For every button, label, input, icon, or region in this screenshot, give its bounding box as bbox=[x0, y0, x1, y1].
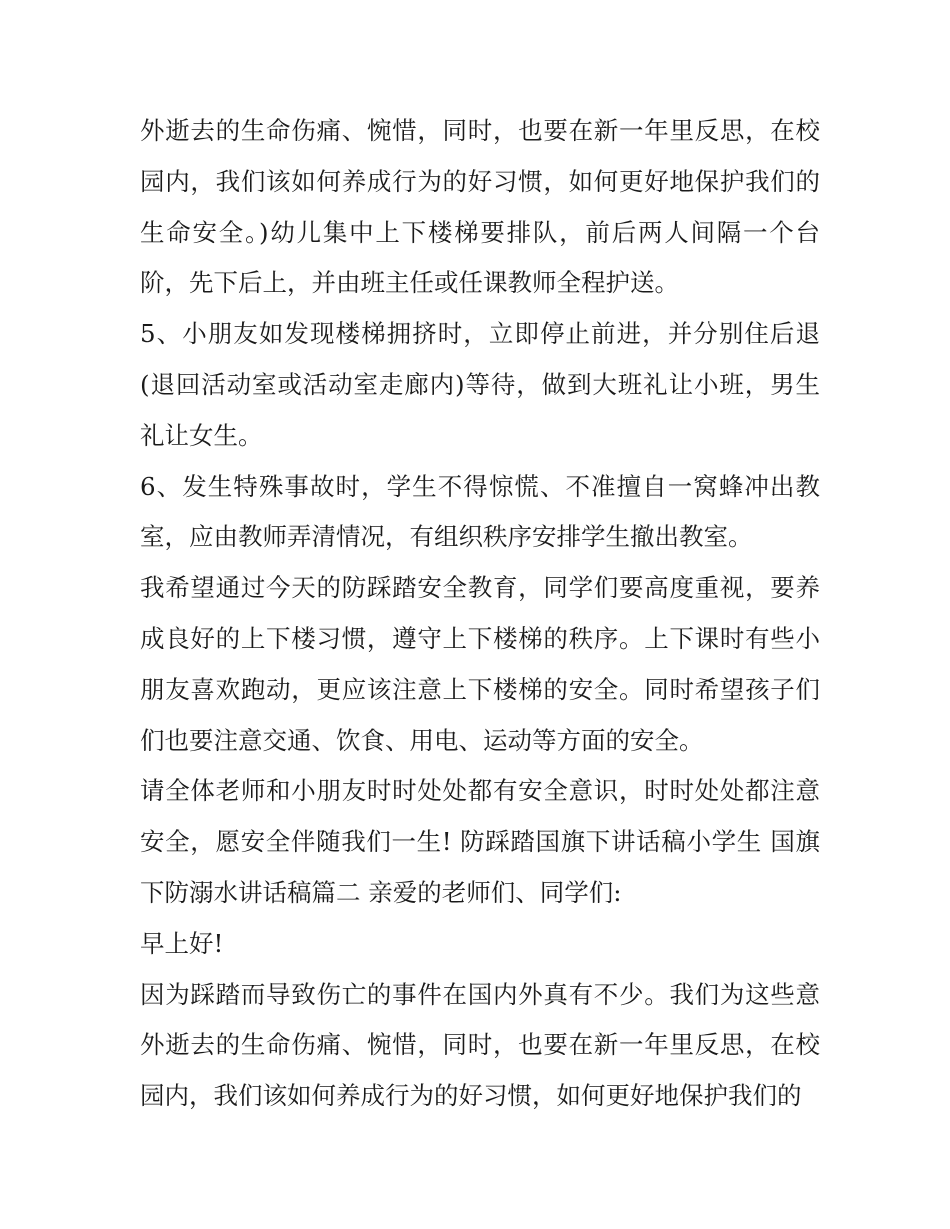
paragraph-6: 早上好! bbox=[140, 928, 224, 958]
paragraph-7: 因为踩踏而导致伤亡的事件在国内外真有不少。我们为这些意外逝去的生命伤痛、惋惜，同时，也要在新一年里反思，在校园内，我们该如何养成行为的好习惯，如何更好地保护我们的 bbox=[140, 979, 820, 1111]
paragraph-3: 6、发生特殊事故时，学生不得惊慌、不准擅自一窝蜂冲出教室，应由教师弄清情况，有组织秩序安排学生撤出教室。 bbox=[140, 471, 820, 552]
paragraph-2: 5、小朋友如发现楼梯拥挤时，立即停止前进，并分别住后退(退回活动室或活动室走廊内)等待，做到大班礼让小班，男生礼让女生。 bbox=[140, 319, 820, 450]
paragraph-4: 我希望通过今天的防踩踏安全教育，同学们要高度重视，要养成良好的上下楼习惯，遵守上下楼梯的秩序。上下课时有些小朋友喜欢跑动，更应该注意上下楼梯的安全。同时希望孩子们们也要注意交通、饮食、用电、运动等方面的安全。 bbox=[140, 573, 820, 755]
paragraph-5: 请全体老师和小朋友时时处处都有安全意识，时时处处都注意安全，愿安全伴随我们一生! 防踩踏国旗下讲话稿小学生 国旗下防溺水讲话稿篇二 亲爱的老师们、同学们: bbox=[140, 776, 820, 907]
document-body bbox=[140, 106, 820, 1122]
paragraph-1: 外逝去的生命伤痛、惋惜，同时，也要在新一年里反思，在校园内，我们该如何养成行为的好习惯，如何更好地保护我们的生命安全。)幼儿集中上下楼梯要排队，前后两人间隔一个台阶，先下后上，并由班主任或任课教师全程护送。 bbox=[140, 116, 820, 298]
